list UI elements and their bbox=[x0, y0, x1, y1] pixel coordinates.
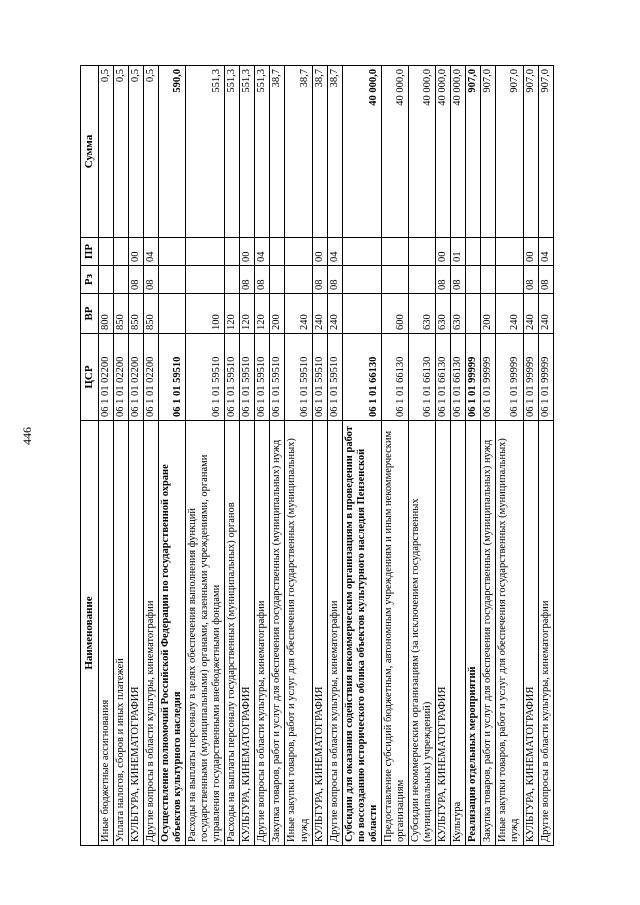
row-vr: 120 bbox=[240, 294, 255, 334]
table-row bbox=[143, 66, 158, 846]
row-vr: 630 bbox=[451, 294, 466, 334]
row-rz: 08 bbox=[327, 266, 342, 294]
row-sum: 907,0 bbox=[523, 66, 538, 238]
table-body bbox=[98, 66, 553, 846]
row-pr bbox=[496, 238, 523, 266]
row-sum: 38,7 bbox=[327, 66, 342, 238]
row-vr: 240 bbox=[285, 294, 312, 334]
rotated-page bbox=[80, 66, 640, 846]
row-csr: 06 1 01 02200 bbox=[143, 334, 158, 421]
row-rz bbox=[409, 266, 436, 294]
row-sum: 907,0 bbox=[496, 66, 523, 238]
row-name: КУЛЬТУРА, КИНЕМАТОГРАФИЯ bbox=[436, 421, 451, 846]
table-row bbox=[240, 66, 255, 846]
row-pr: 01 bbox=[451, 238, 466, 266]
row-vr: 200 bbox=[270, 294, 285, 334]
table-row bbox=[113, 66, 128, 846]
row-vr bbox=[342, 294, 381, 334]
row-rz bbox=[113, 266, 128, 294]
row-rz: 08 bbox=[538, 266, 553, 294]
row-pr: 04 bbox=[255, 238, 270, 266]
row-vr: 600 bbox=[381, 294, 408, 334]
row-name: Другие вопросы в области культуры, кинематографии bbox=[327, 421, 342, 846]
row-rz bbox=[342, 266, 381, 294]
row-rz bbox=[158, 266, 185, 294]
table-row bbox=[186, 66, 225, 846]
row-csr: 06 1 01 59510 bbox=[285, 334, 312, 421]
row-pr: 04 bbox=[538, 238, 553, 266]
row-csr: 06 1 01 99999 bbox=[538, 334, 553, 421]
row-sum: 40 000,0 bbox=[409, 66, 436, 238]
row-rz: 08 bbox=[451, 266, 466, 294]
row-sum: 907,0 bbox=[481, 66, 496, 238]
row-rz bbox=[481, 266, 496, 294]
row-name: Другие вопросы в области культуры, кинематографии bbox=[143, 421, 158, 846]
row-sum: 38,7 bbox=[312, 66, 327, 238]
row-vr: 240 bbox=[523, 294, 538, 334]
table-row bbox=[98, 66, 113, 846]
row-rz bbox=[270, 266, 285, 294]
table-header-row bbox=[81, 66, 99, 846]
row-vr: 630 bbox=[436, 294, 451, 334]
row-pr bbox=[285, 238, 312, 266]
row-name: Закупка товаров, работ и услуг для обеспечения государственных (муниципальных) нужд bbox=[270, 421, 285, 846]
row-rz bbox=[466, 266, 481, 294]
row-sum: 551,3 bbox=[255, 66, 270, 238]
row-vr: 120 bbox=[255, 294, 270, 334]
row-vr: 850 bbox=[128, 294, 143, 334]
row-csr: 06 1 01 66130 bbox=[409, 334, 436, 421]
header-vr: ВР bbox=[81, 294, 99, 334]
table-row bbox=[496, 66, 523, 846]
row-name: Осуществление полномочий Российской Федерации по государственной охране объектов культурного наследия bbox=[158, 421, 185, 846]
table-row bbox=[466, 66, 481, 846]
row-csr: 06 1 01 99999 bbox=[523, 334, 538, 421]
row-sum: 40 000,0 bbox=[342, 66, 381, 238]
table-row bbox=[285, 66, 312, 846]
row-rz: 08 bbox=[523, 266, 538, 294]
row-rz bbox=[496, 266, 523, 294]
row-csr: 06 1 01 59510 bbox=[186, 334, 225, 421]
row-csr: 06 1 01 59510 bbox=[312, 334, 327, 421]
row-csr: 06 1 01 99999 bbox=[466, 334, 481, 421]
row-rz: 08 bbox=[143, 266, 158, 294]
header-csr: ЦСР bbox=[81, 334, 99, 421]
row-pr bbox=[158, 238, 185, 266]
row-vr: 850 bbox=[113, 294, 128, 334]
table-row bbox=[327, 66, 342, 846]
row-rz bbox=[186, 266, 225, 294]
row-csr: 06 1 01 02200 bbox=[113, 334, 128, 421]
row-sum: 40 000,0 bbox=[381, 66, 408, 238]
row-pr bbox=[342, 238, 381, 266]
table-row bbox=[381, 66, 408, 846]
row-csr: 06 1 01 02200 bbox=[98, 334, 113, 421]
row-pr bbox=[466, 238, 481, 266]
row-sum: 907,0 bbox=[466, 66, 481, 238]
row-name: Другие вопросы в области культуры, кинематографии bbox=[255, 421, 270, 846]
row-vr: 200 bbox=[481, 294, 496, 334]
table-row bbox=[225, 66, 240, 846]
row-name: Иные закупки товаров, работ и услуг для обеспечения государственных (муниципальных) нужд bbox=[496, 421, 523, 846]
row-csr: 06 1 01 66130 bbox=[342, 334, 381, 421]
row-csr: 06 1 01 66130 bbox=[381, 334, 408, 421]
table-row bbox=[409, 66, 436, 846]
header-rz: Рз bbox=[81, 266, 99, 294]
table-row bbox=[481, 66, 496, 846]
row-csr: 06 1 01 59510 bbox=[327, 334, 342, 421]
row-name: Субсидии для оказания содействия некоммерческим организациям в проведении работ по воссозданию исторического облика объектов культурного наследия Пензенской области bbox=[342, 421, 381, 846]
table-row bbox=[342, 66, 381, 846]
row-vr bbox=[466, 294, 481, 334]
row-sum: 551,3 bbox=[186, 66, 225, 238]
table-row bbox=[312, 66, 327, 846]
table-row bbox=[436, 66, 451, 846]
row-pr bbox=[98, 238, 113, 266]
row-csr: 06 1 01 59510 bbox=[270, 334, 285, 421]
table-row bbox=[158, 66, 185, 846]
row-name: Иные закупки товаров, работ и услуг для обеспечения государственных (муниципальных) нужд bbox=[285, 421, 312, 846]
row-pr bbox=[481, 238, 496, 266]
row-vr: 240 bbox=[496, 294, 523, 334]
row-rz: 08 bbox=[436, 266, 451, 294]
table-row bbox=[523, 66, 538, 846]
row-sum: 0,5 bbox=[143, 66, 158, 238]
row-csr: 06 1 01 02200 bbox=[128, 334, 143, 421]
row-vr: 800 bbox=[98, 294, 113, 334]
row-name: Культура bbox=[451, 421, 466, 846]
row-sum: 0,5 bbox=[113, 66, 128, 238]
budget-table bbox=[80, 65, 554, 846]
row-pr: 00 bbox=[523, 238, 538, 266]
row-pr: 04 bbox=[143, 238, 158, 266]
table-row bbox=[538, 66, 553, 846]
row-name: Субсидии некоммерческим организациям (за исключением государственных (муниципальных) учреждений) bbox=[409, 421, 436, 846]
row-csr: 06 1 01 99999 bbox=[481, 334, 496, 421]
row-sum: 0,5 bbox=[98, 66, 113, 238]
row-name: КУЛЬТУРА, КИНЕМАТОГРАФИЯ bbox=[240, 421, 255, 846]
row-vr: 120 bbox=[225, 294, 240, 334]
row-pr: 00 bbox=[240, 238, 255, 266]
row-vr: 850 bbox=[143, 294, 158, 334]
row-csr: 06 1 01 66130 bbox=[451, 334, 466, 421]
row-name: Другие вопросы в области культуры, кинематографии bbox=[538, 421, 553, 846]
row-vr: 100 bbox=[186, 294, 225, 334]
row-sum: 907,0 bbox=[538, 66, 553, 238]
row-csr: 06 1 01 66130 bbox=[436, 334, 451, 421]
header-name: Наименование bbox=[81, 421, 99, 846]
row-pr bbox=[270, 238, 285, 266]
row-pr bbox=[186, 238, 225, 266]
row-pr bbox=[225, 238, 240, 266]
row-name: Расходы на выплаты персоналу в целях обеспечения выполнения функций государственными (муниципальными) органами, казенными учреждениями, органами управления государственными внебюджетными фондами bbox=[186, 421, 225, 846]
row-csr: 06 1 01 59510 bbox=[225, 334, 240, 421]
row-pr: 04 bbox=[327, 238, 342, 266]
row-name: Иные бюджетные ассигнования bbox=[98, 421, 113, 846]
row-sum: 38,7 bbox=[270, 66, 285, 238]
table-row bbox=[255, 66, 270, 846]
page-number: 446 bbox=[20, 427, 34, 445]
row-name: Уплата налогов, сборов и иных платежей bbox=[113, 421, 128, 846]
row-pr: 00 bbox=[128, 238, 143, 266]
row-rz: 08 bbox=[312, 266, 327, 294]
row-csr: 06 1 01 59510 bbox=[255, 334, 270, 421]
row-name: КУЛЬТУРА, КИНЕМАТОГРАФИЯ bbox=[312, 421, 327, 846]
row-vr: 630 bbox=[409, 294, 436, 334]
row-sum: 40 000,0 bbox=[451, 66, 466, 238]
row-vr: 240 bbox=[327, 294, 342, 334]
table-row bbox=[270, 66, 285, 846]
row-sum: 40 000,0 bbox=[436, 66, 451, 238]
row-pr bbox=[381, 238, 408, 266]
row-sum: 590,0 bbox=[158, 66, 185, 238]
row-sum: 551,3 bbox=[240, 66, 255, 238]
row-rz bbox=[98, 266, 113, 294]
row-name: Закупка товаров, работ и услуг для обеспечения государственных (муниципальных) нужд bbox=[481, 421, 496, 846]
row-sum: 38,7 bbox=[285, 66, 312, 238]
row-pr bbox=[113, 238, 128, 266]
row-sum: 551,3 bbox=[225, 66, 240, 238]
row-pr bbox=[409, 238, 436, 266]
row-csr: 06 1 01 99999 bbox=[496, 334, 523, 421]
row-pr: 00 bbox=[436, 238, 451, 266]
header-sum: Сумма bbox=[81, 66, 99, 238]
row-sum: 0,5 bbox=[128, 66, 143, 238]
row-pr: 00 bbox=[312, 238, 327, 266]
header-pr: ПР bbox=[81, 238, 99, 266]
row-rz bbox=[381, 266, 408, 294]
table-row bbox=[451, 66, 466, 846]
row-csr: 06 1 01 59510 bbox=[158, 334, 185, 421]
row-vr bbox=[158, 294, 185, 334]
row-name: Предоставление субсидий бюджетным, автономным учреждениям и иным некоммерческим организациям bbox=[381, 421, 408, 846]
row-rz: 08 bbox=[240, 266, 255, 294]
row-rz bbox=[285, 266, 312, 294]
row-csr: 06 1 01 59510 bbox=[240, 334, 255, 421]
row-vr: 240 bbox=[312, 294, 327, 334]
row-rz: 08 bbox=[255, 266, 270, 294]
row-vr: 240 bbox=[538, 294, 553, 334]
row-rz: 08 bbox=[128, 266, 143, 294]
row-rz bbox=[225, 266, 240, 294]
row-name: Расходы на выплаты персоналу государственных (муниципальных) органов bbox=[225, 421, 240, 846]
table-row bbox=[128, 66, 143, 846]
row-name: КУЛЬТУРА, КИНЕМАТОГРАФИЯ bbox=[523, 421, 538, 846]
row-name: Реализация отдельных мероприятий bbox=[466, 421, 481, 846]
row-name: КУЛЬТУРА, КИНЕМАТОГРАФИЯ bbox=[128, 421, 143, 846]
